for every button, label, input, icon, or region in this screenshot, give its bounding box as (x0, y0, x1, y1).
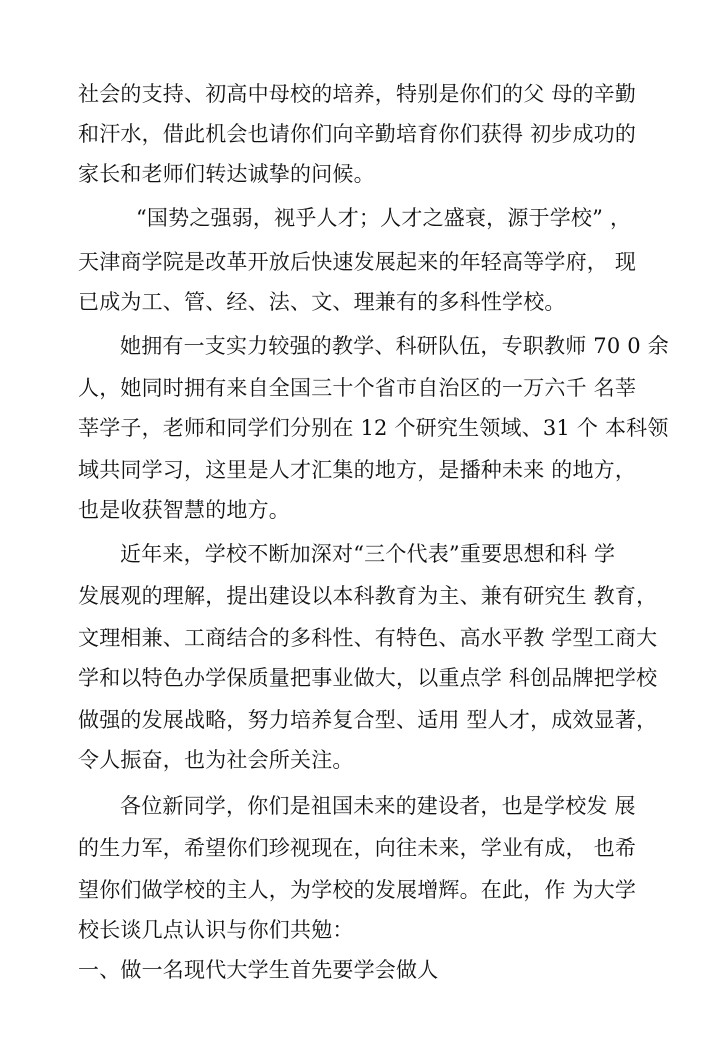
text-line: 校长谈几点认识与你们共勉： (78, 918, 354, 942)
text-line: 也是收获智慧的地方。 (78, 498, 290, 522)
text-line: “国势之强弱，视乎人才；人才之盛衰，源于学校” ， (136, 206, 632, 230)
text-line: 望你们做学校的主人，为学校的发展增辉。在此，作 为大学 (78, 878, 637, 902)
text-line: 和汗水，借此机会也请你们向辛勤培育你们获得 初步成功的 (78, 122, 637, 146)
text-line: 近年来，学校不断加深对“三个代表”重要思想和科 学 (120, 542, 616, 566)
text-line: 天津商学院是改革开放后快速发展起来的年轻高等学府， 现 (78, 250, 637, 274)
text-line: 已成为工、管、经、法、文、理兼有的多科性学校。 (78, 290, 566, 314)
text-line: 发展观的理解，提出建设以本科教育为主、兼有研究生 教育， (78, 584, 658, 608)
text-line: 各位新同学，你们是祖国未来的建设者，也是学校发 展 (120, 794, 636, 818)
text-line: 社会的支持、初高中母校的培养，特别是你们的父 母的辛勤 (78, 82, 637, 106)
text-line: 学和以特色办学保质量把事业做大，以重点学 科创品牌把学校 (78, 666, 658, 690)
text-line: 人，她同时拥有来自全国三十个省市自治区的一万六千 名莘 (78, 376, 637, 400)
text-line: 她拥有一支实力较强的教学、科研队伍，专职教师 70 0 余 (120, 334, 669, 358)
text-line: 做强的发展战略，努力培养复合型、适用 型人才，成效显著， (78, 708, 658, 732)
text-line: 莘学子，老师和同学们分别在 12 个研究生领域、31 个 本科领 (78, 416, 669, 440)
text-line: 令人振奋，也为社会所关注。 (78, 748, 354, 772)
text-line: 家长和老师们转达诚挚的问候。 (78, 162, 375, 186)
text-line: 文理相兼、工商结合的多科性、有特色、高水平教 学型工商大 (78, 626, 658, 650)
text-line: 域共同学习，这里是人才汇集的地方，是播种未来 的地方， (78, 458, 637, 482)
text-line: 的生力军，希望你们珍视现在，向往未来，学业有成， 也希 (78, 836, 637, 860)
section-heading: 一、做一名现代大学生首先要学会做人 (78, 958, 439, 982)
